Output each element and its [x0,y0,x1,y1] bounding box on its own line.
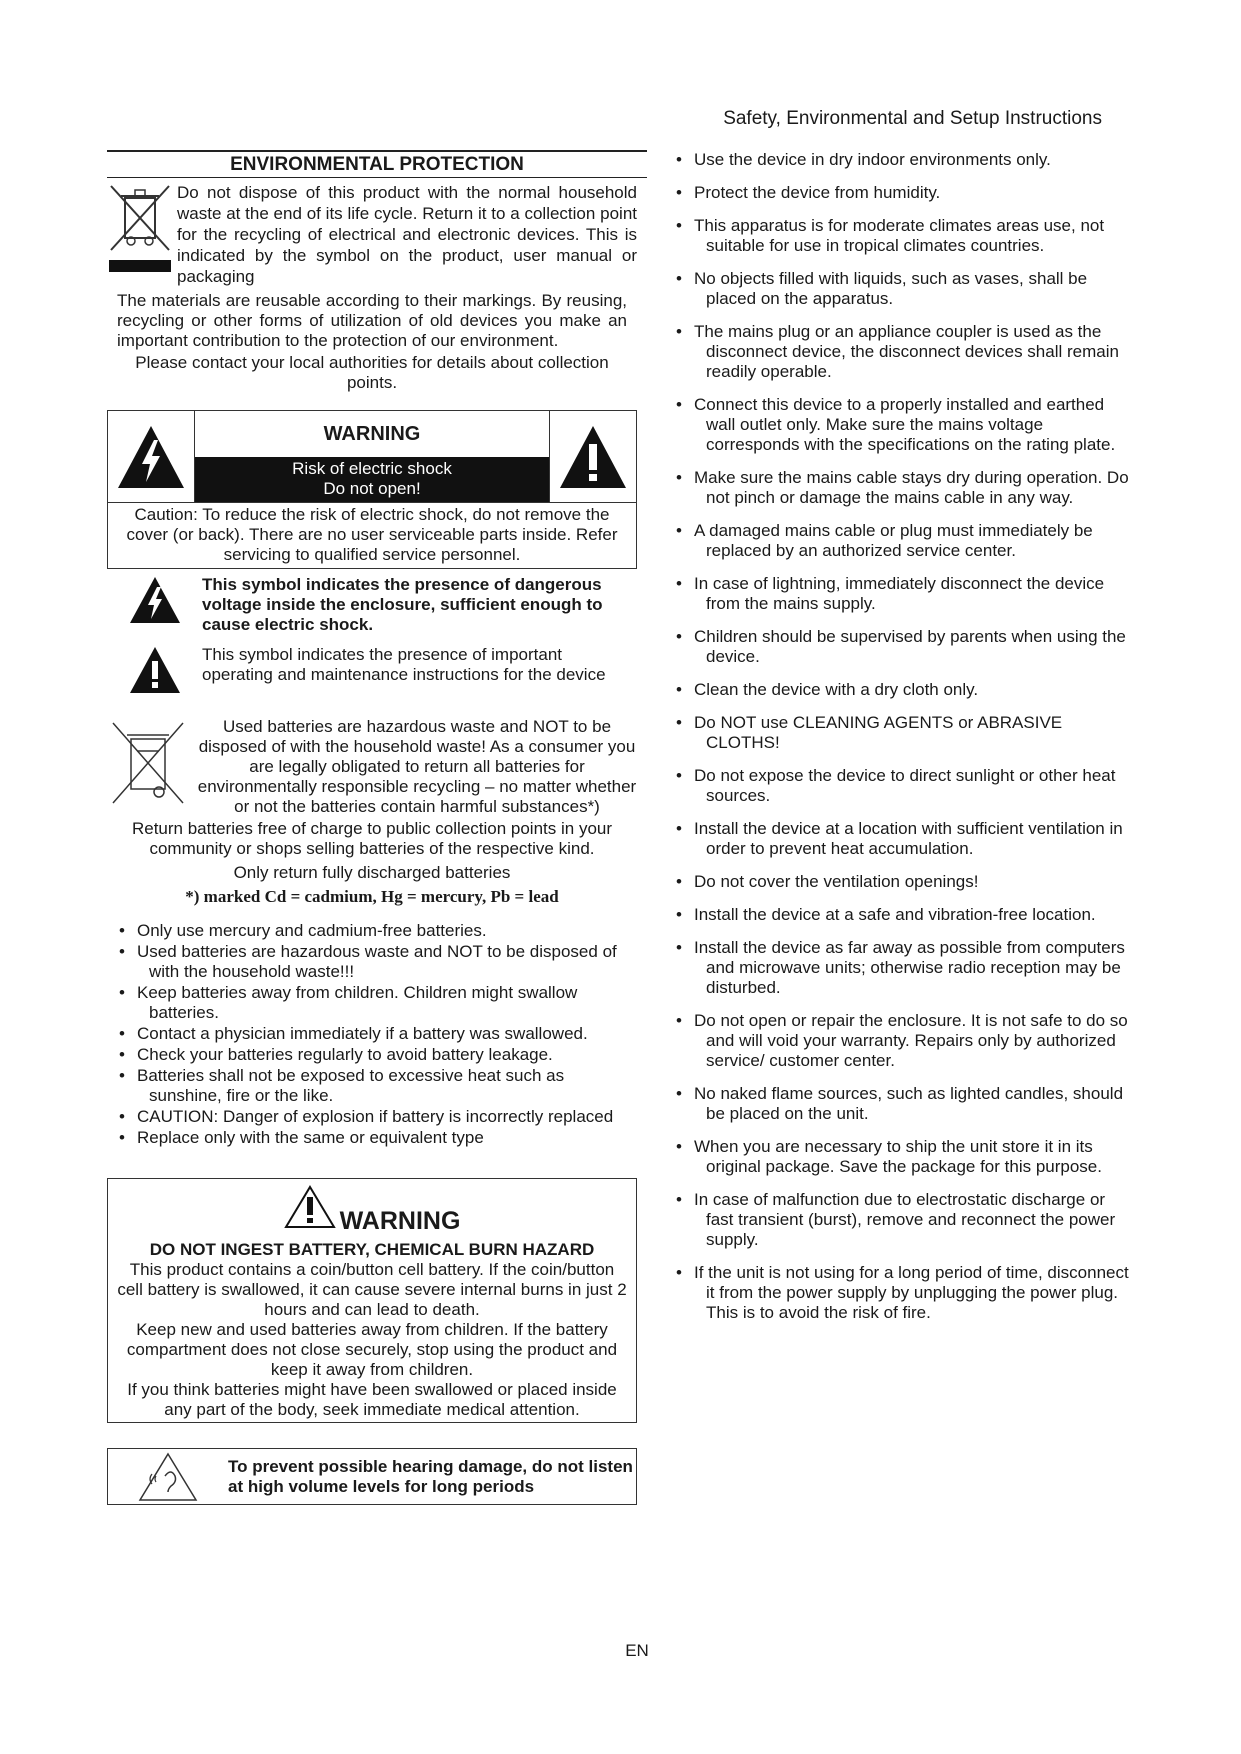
env-para1: The materials are reusable according to their markings. By reusing, recycling or other forms of utilization of old devices you make an important contribution to the protection of our environment. [117,291,627,350]
battery-intro-row [107,717,637,817]
list-item: • Use the device in dry indoor environments only. [676,150,1134,170]
exclamation-symbol-icon [107,645,202,695]
exclamation-symbol-text: This symbol indicates the presence of important operating and maintenance instructions for the device [202,645,606,684]
list-item: • If the unit is not using for a long period of time, disconnect it from the power supply by unplugging the power plug. This is to avoid the risk of fire. [676,1263,1134,1323]
list-item: • A damaged mains cable or plug must immediately be replaced by an authorized service center. [676,521,1134,561]
list-item: • In case of lightning, immediately disconnect the device from the mains supply. [676,574,1134,614]
battery-note: *) marked Cd = cadmium, Hg = mercury, Pb = lead [185,887,559,906]
left-column [107,150,637,1505]
page-header: Safety, Environmental and Setup Instructions [723,108,1102,129]
battery-warning-box [107,1178,637,1423]
warning2-p2: Keep new and used batteries away from children. If the battery compartment does not close securely, stop using the product and keep it away from children. [126,1320,618,1379]
list-item: • Clean the device with a dry cloth only. [676,680,1134,700]
safety-bullets [664,150,1134,1323]
list-item: • When you are necessary to ship the unit store it in its original package. Save the package for this purpose. [676,1137,1134,1177]
warning-title: WARNING [323,422,421,445]
list-item: • Batteries shall not be exposed to excessive heat such as sunshine, fire or the like. [119,1066,637,1106]
list-item: • No objects filled with liquids, such as vases, shall be placed on the apparatus. [676,269,1134,309]
list-item: • In case of malfunction due to electrostatic discharge or fast transient (burst), remove and reconnect the power supply. [676,1190,1134,1250]
caution-text: Caution: To reduce the risk of electric shock, do not remove the cover (or back). There are no user serviceable parts inside. Refer servicing to qualified service personnel. [126,505,618,564]
warning2-title: WARNING [339,1207,461,1235]
list-item: • Connect this device to a properly installed and earthed wall outlet only. Make sure the mains voltage corresponds with the specifications on the rating plate. [676,395,1134,455]
list-item: • Do not expose the device to direct sunlight or other heat sources. [676,766,1134,806]
list-item: • Install the device at a safe and vibration-free location. [676,905,1134,925]
list-item: • Keep batteries away from children. Children might swallow batteries. [119,983,637,1023]
battery-bullets [107,921,637,1148]
list-item: • Do not open or repair the enclosure. It is not safe to do so and will void your warranty. Repairs only by authorized service/ customer center. [676,1011,1134,1071]
env-intro: Do not dispose of this product with the normal household waste at the end of its life cycle. Return it to a collection point for the recycling of electrical and electronic devices. This is indicated by the symbol on the product, user manual or packaging [177,183,637,286]
list-item: • Check your batteries regularly to avoid battery leakage. [119,1045,637,1065]
list-item: • Install the device as far away as possible from computers and microwave units; otherwise radio reception may be disturbed. [676,938,1134,998]
hearing-ear-icon [108,1452,228,1502]
list-item: • This apparatus is for moderate climates areas use, not suitable for use in tropical climates countries. [676,216,1134,256]
hearing-text: To prevent possible hearing damage, do not listen at high volume levels for long periods [228,1456,633,1496]
warning2-subtitle: DO NOT INGEST BATTERY, CHEMICAL BURN HAZARD [149,1240,595,1259]
warning-line1: Risk of electric shock [292,459,452,478]
env-intro-row [107,178,637,289]
warning-outline-icon [284,1185,336,1236]
env-title: ENVIRONMENTAL PROTECTION [107,150,647,178]
page-footer-lang: EN [625,1641,649,1660]
warning2-p3: If you think batteries might have been swallowed or placed inside any part of the body, seek immediate medical attention. [127,1380,617,1419]
lightning-symbol-text: This symbol indicates the presence of dangerous voltage inside the enclosure, sufficient enough to cause electric shock. [202,575,603,634]
battery-only: Only return fully discharged batteries [233,863,511,882]
right-column [664,150,1134,1336]
battery-return: Return batteries free of charge to public collection points in your community or shops selling batteries of the respective kind. [131,819,613,858]
lightning-triangle-icon [108,411,194,502]
lightning-symbol-row [107,575,637,635]
shock-warning-box [107,410,637,569]
list-item: • Contact a physician immediately if a battery was swallowed. [119,1024,637,1044]
hearing-warning-box [107,1448,637,1505]
lightning-symbol-icon [107,575,202,635]
list-item: • Do NOT use CLEANING AGENTS or ABRASIVE CLOTHS! [676,713,1134,753]
list-item: • Only use mercury and cadmium-free batteries. [119,921,637,941]
list-item: • Do not cover the ventilation openings! [676,872,1134,892]
exclamation-symbol-row [107,645,637,695]
exclamation-triangle-icon [550,411,636,502]
list-item: • Protect the device from humidity. [676,183,1134,203]
list-item: • The mains plug or an appliance coupler is used as the disconnect device, the disconnect devices shall remain readily operable. [676,322,1134,382]
list-item: • No naked flame sources, such as lighted candles, should be placed on the unit. [676,1084,1134,1124]
list-item: • Children should be supervised by parents when using the device. [676,627,1134,667]
weee-bin-icon [107,178,177,289]
list-item: • Replace only with the same or equivalent type [119,1128,637,1148]
warning-line2: Do not open! [323,479,421,498]
list-item: • Used batteries are hazardous waste and NOT to be disposed of with the household waste!!! [119,942,637,982]
battery-bin-icon [107,717,197,817]
list-item: • Make sure the mains cable stays dry during operation. Do not pinch or damage the mains cable in any way. [676,468,1134,508]
battery-intro: Used batteries are hazardous waste and NOT to be disposed of with the household waste! As a consumer you are legally obligated to return all batteries for environmentally responsible recycling – no matter whether or not the batteries contain harmful substances*) [197,717,637,816]
env-para2: Please contact your local authorities for details about collection points. [135,353,609,392]
list-item: • CAUTION: Danger of explosion if battery is incorrectly replaced [119,1107,637,1127]
warning2-p1: This product contains a coin/button cell battery. If the coin/button cell battery is swallowed, it can cause severe internal burns in just 2 hours and can lead to death. [117,1260,627,1319]
list-item: • Install the device at a location with sufficient ventilation in order to prevent heat accumulation. [676,819,1134,859]
